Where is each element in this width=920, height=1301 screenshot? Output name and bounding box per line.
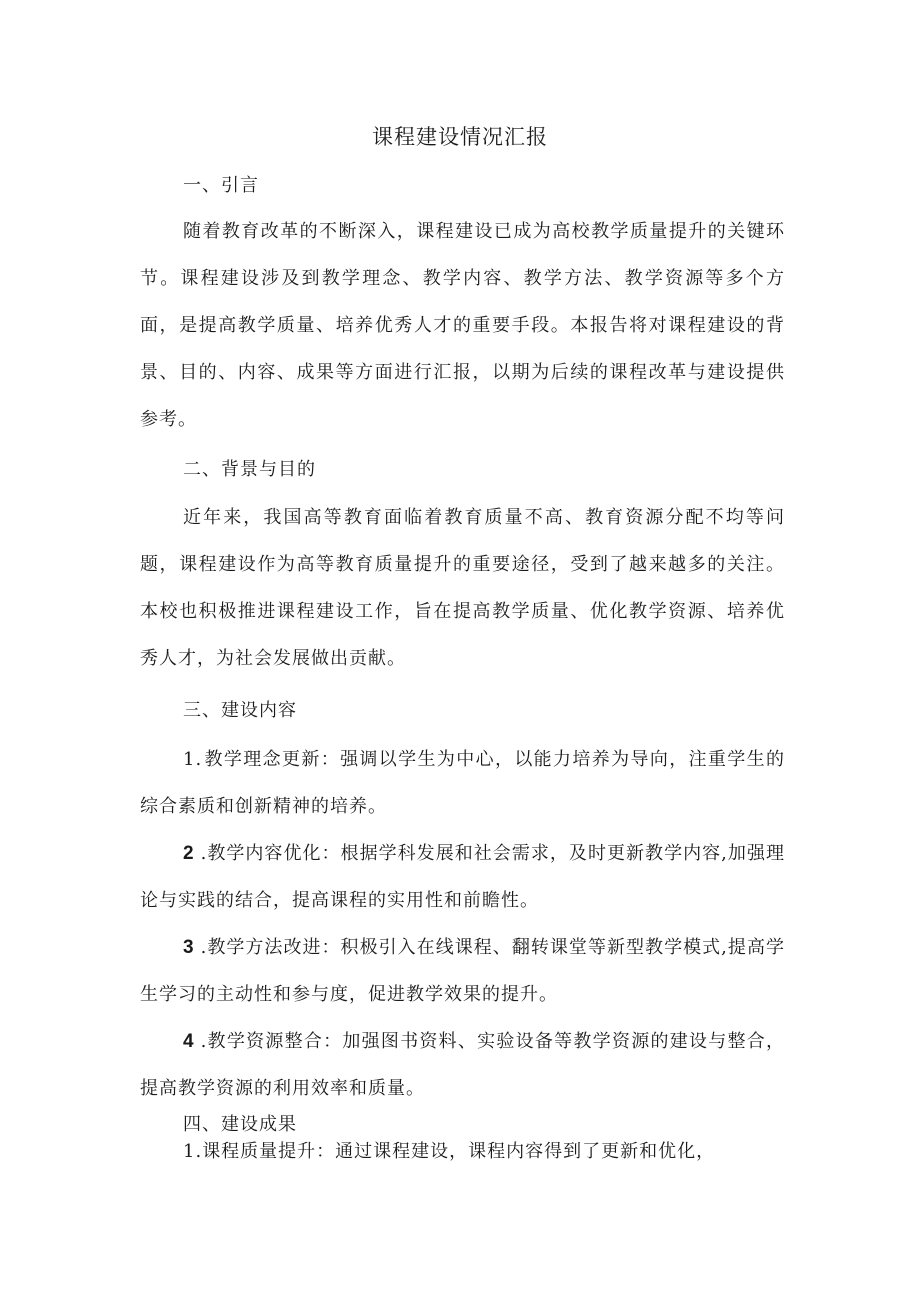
section-heading-intro: 一、引言 <box>183 175 259 196</box>
item-text: 课程质量提升：通过课程建设，课程内容得到了更新和优化， <box>202 1141 716 1162</box>
results-item <box>140 1137 785 1167</box>
intro-paragraph: 随着教育改革的不断深入，课程建设已成为高校教学质量提升的关键环节。课程建设涉及到教学理念、教学内容、教学方法、教学资源等多个方面，是提高教学质量、培养优秀人才的重要手段。本报告将对课程建设的背景、目的、内容、成果等方面进行汇报，以期为后续的课程改革与建设提供参考。 <box>140 221 785 430</box>
item-number: 1. <box>183 749 203 770</box>
content-item <box>140 1018 785 1112</box>
item-number: 3 <box>183 937 195 958</box>
item-number: 4 <box>183 1031 195 1052</box>
item-number: 2 <box>183 843 195 864</box>
content-item <box>140 830 785 924</box>
content-item <box>140 924 785 1018</box>
item-text: .教学方法改进：积极引入在线课程、翻转课堂等新型教学模式,提高学生学习的主动性和参与度，促进教学效果的提升。 <box>140 937 785 1005</box>
item-text: .教学资源整合：加强图书资料、实验设备等教学资源的建设与整合，提高教学资源的利用效率和质量。 <box>140 1031 785 1099</box>
item-number: 1. <box>183 1141 203 1162</box>
item-text: 教学理念更新：强调以学生为中心，以能力培养为导向，注重学生的综合素质和创新精神的培养。 <box>140 749 785 817</box>
item-text: .教学内容优化：根据学科发展和社会需求，及时更新教学内容,加强理论与实践的结合，提高课程的实用性和前瞻性。 <box>140 843 785 911</box>
section-heading-results: 四、建设成果 <box>183 1114 297 1135</box>
document-title: 课程建设情况汇报 <box>372 125 548 149</box>
section-heading-content: 三、建设内容 <box>183 700 297 721</box>
content-item <box>140 736 785 830</box>
background-paragraph: 近年来，我国高等教育面临着教育质量不高、教育资源分配不均等问题，课程建设作为高等教育质量提升的重要途径，受到了越来越多的关注。本校也积极推进课程建设工作，旨在提高教学质量、优化教学资源、培养优秀人才，为社会发展做出贡献。 <box>140 507 785 669</box>
section-heading-background: 二、背景与目的 <box>183 459 316 480</box>
